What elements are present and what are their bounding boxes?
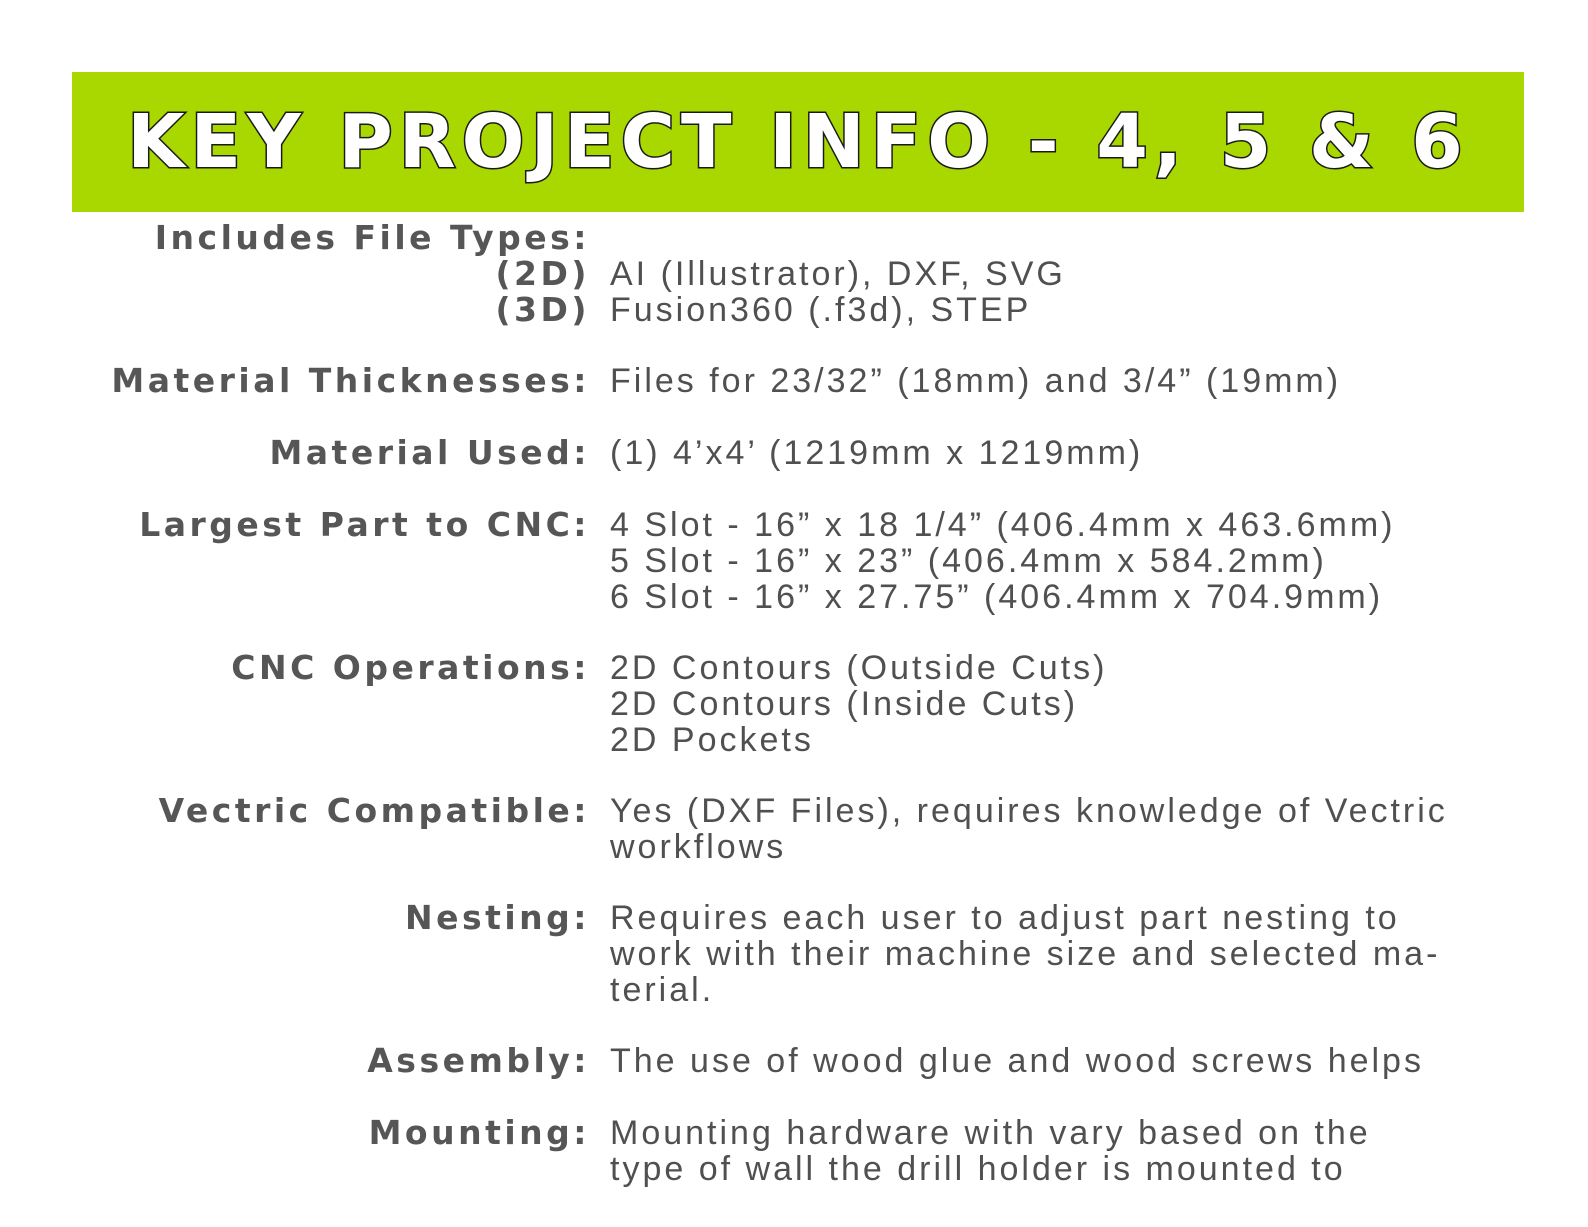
largest-part-row bbox=[0, 507, 1588, 615]
nesting-label: Nesting: bbox=[404, 898, 590, 937]
assembly-row bbox=[0, 1043, 1588, 1079]
material-thicknesses-value: Files for 23/32” (18mm) and 3/4” (19mm) bbox=[610, 362, 1342, 400]
largest-part-value bbox=[610, 507, 1525, 615]
mounting-label: Mounting: bbox=[368, 1113, 590, 1152]
header-banner bbox=[72, 72, 1524, 212]
material-used-label: Material Used: bbox=[269, 433, 590, 472]
cnc-operation-line: 2D Pockets bbox=[610, 721, 814, 759]
cnc-operations-row bbox=[0, 650, 1588, 758]
vectric-value bbox=[610, 793, 1525, 865]
assembly-value: The use of wood glue and wood screws helps bbox=[610, 1042, 1424, 1080]
largest-part-line: 4 Slot - 16” x 18 1/4” (406.4mm x 463.6mm) bbox=[610, 506, 1396, 544]
cnc-operations-label: CNC Operations: bbox=[231, 648, 590, 687]
cnc-operation-line: 2D Contours (Inside Cuts) bbox=[610, 685, 1079, 723]
file-types-label: Includes File Types: bbox=[154, 218, 590, 257]
material-thicknesses-row bbox=[0, 363, 1588, 399]
largest-part-line: 5 Slot - 16” x 23” (406.4mm x 584.2mm) bbox=[610, 542, 1327, 580]
vectric-label: Vectric Compatible: bbox=[158, 791, 590, 830]
nesting-line: Requires each user to adjust part nesting to bbox=[610, 899, 1400, 937]
cnc-operation-line: 2D Contours (Outside Cuts) bbox=[610, 649, 1108, 687]
mounting-line: Mounting hardware with vary based on the bbox=[610, 1114, 1371, 1152]
project-info-list bbox=[0, 220, 1588, 1187]
mounting-value bbox=[610, 1115, 1525, 1187]
cnc-operations-value bbox=[610, 650, 1525, 758]
nesting-line: terial. bbox=[610, 971, 715, 1009]
material-used-value: (1) 4’x4’ (1219mm x 1219mm) bbox=[610, 434, 1144, 472]
file-type-2d-row bbox=[0, 256, 1588, 292]
largest-part-label: Largest Part to CNC: bbox=[139, 505, 590, 544]
file-type-3d-label: (3D) bbox=[495, 290, 590, 329]
nesting-value bbox=[610, 900, 1525, 1008]
material-used-row bbox=[0, 435, 1588, 471]
vectric-line: workflows bbox=[610, 828, 787, 866]
file-type-2d-label: (2D) bbox=[495, 254, 590, 293]
vectric-line: Yes (DXF Files), requires knowledge of Vectric bbox=[610, 792, 1448, 830]
nesting-row bbox=[0, 900, 1588, 1008]
nesting-line: work with their machine size and selected ma- bbox=[610, 935, 1441, 973]
file-type-3d-row bbox=[0, 292, 1588, 328]
assembly-label: Assembly: bbox=[367, 1041, 590, 1080]
page-title: KEY PROJECT INFO - 4, 5 & 6 bbox=[127, 99, 1469, 185]
mounting-line: type of wall the drill holder is mounted to bbox=[610, 1150, 1346, 1188]
file-type-2d-value: AI (Illustrator), DXF, SVG bbox=[610, 255, 1066, 293]
mounting-row bbox=[0, 1115, 1588, 1187]
largest-part-line: 6 Slot - 16” x 27.75” (406.4mm x 704.9mm) bbox=[610, 578, 1384, 616]
file-types-row bbox=[0, 220, 1588, 256]
vectric-row bbox=[0, 793, 1588, 865]
material-thicknesses-label: Material Thicknesses: bbox=[111, 361, 590, 400]
file-type-3d-value: Fusion360 (.f3d), STEP bbox=[610, 291, 1032, 329]
